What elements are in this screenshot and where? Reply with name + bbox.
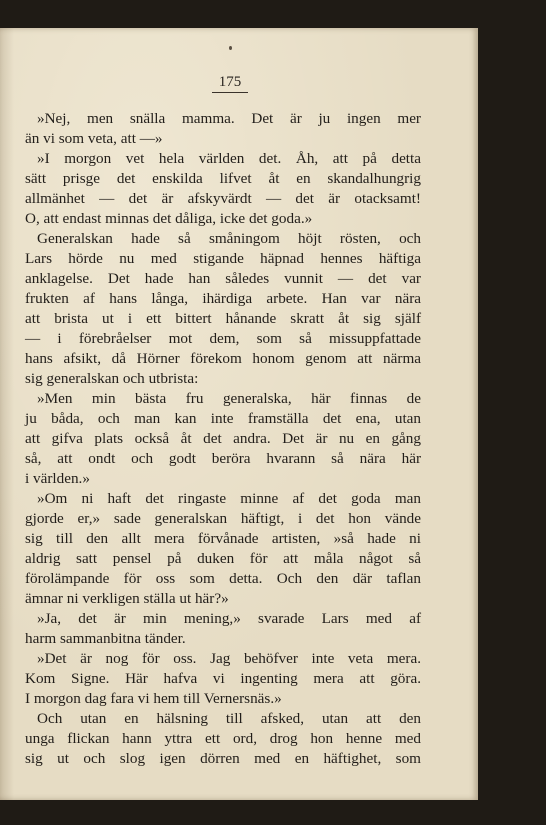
- text-line: sig till den allt mera förvånade artisten, »så hade ni: [25, 530, 421, 547]
- text-line: gjorde er,» sade generalskan häftigt, i det hon vände: [25, 510, 421, 527]
- text-line: O, att endast minnas det dåliga, icke det goda.»: [25, 210, 313, 227]
- text-line: att brista ut i ett bittert hånande skratt åt sig själf: [25, 310, 421, 327]
- text-line: »Men min bästa fru generalska, här finnas de: [37, 390, 421, 407]
- text-line: anklagelse. Det hade han således vunnit — det var: [25, 270, 421, 287]
- text-line: allmänhet — det är afskyvärdt — det är otacksamt!: [25, 190, 421, 207]
- text-line: frukten af hans långa, ihärdiga arbete. Han var nära: [25, 290, 421, 307]
- text-line: harm sammanbitna tänder.: [25, 630, 186, 647]
- text-line: Och utan en hälsning till afsked, utan att den: [37, 710, 421, 727]
- book-page: [0, 28, 478, 800]
- page-number: 175: [212, 74, 248, 93]
- text-line: att gifva plats också åt det andra. Det är nu en gång: [25, 430, 421, 447]
- text-line: »Om ni haft det ringaste minne af det goda man: [37, 490, 421, 507]
- text-line: sig generalskan och utbrista:: [25, 370, 199, 387]
- text-line: Kom Signe. Här hafva vi ingenting mera att göra.: [25, 670, 421, 687]
- ink-spot: [229, 46, 232, 50]
- text-line: Generalskan hade så småningom höjt rösten, och: [37, 230, 421, 247]
- text-line: i världen.»: [25, 470, 90, 487]
- text-line: »I morgon vet hela världen det. Åh, att på detta: [37, 150, 421, 167]
- body-text: [25, 109, 421, 769]
- text-line: sig ut och slog igen dörren med en häftighet, som: [25, 750, 421, 767]
- text-line: unga flickan hann yttra ett ord, drog hon henne med: [25, 730, 421, 747]
- text-line: sätt prisge det enskilda lifvet åt en skandalhungrig: [25, 170, 421, 187]
- text-line: »Det är nog för oss. Jag behöfver inte veta mera.: [37, 650, 421, 667]
- text-line: I morgon dag fara vi hem till Vernersnäs.»: [25, 690, 282, 707]
- text-line: förolämpande för oss som detta. Och den där taflan: [25, 570, 421, 587]
- text-line: aldrig satt pensel på duken för att måla något så: [25, 550, 421, 567]
- text-line: — i förebråelser mot dem, som så missuppfattade: [25, 330, 421, 347]
- text-line: ju båda, och man kan inte framställa det ena, utan: [25, 410, 421, 427]
- text-line: än vi som veta, att —»: [25, 130, 163, 147]
- text-line: Lars hörde nu med stigande häpnad hennes häftiga: [25, 250, 421, 267]
- text-line: så, att ondt och godt beröra hvarann så nära här: [25, 450, 421, 467]
- text-line: »Ja, det är min mening,» svarade Lars med af: [37, 610, 421, 627]
- text-line: hans afsikt, då Hörner förekom honom genom att närma: [25, 350, 421, 367]
- text-line: ämnar ni verkligen ställa ut här?»: [25, 590, 229, 607]
- text-line: »Nej, men snälla mamma. Det är ju ingen mer: [37, 110, 421, 127]
